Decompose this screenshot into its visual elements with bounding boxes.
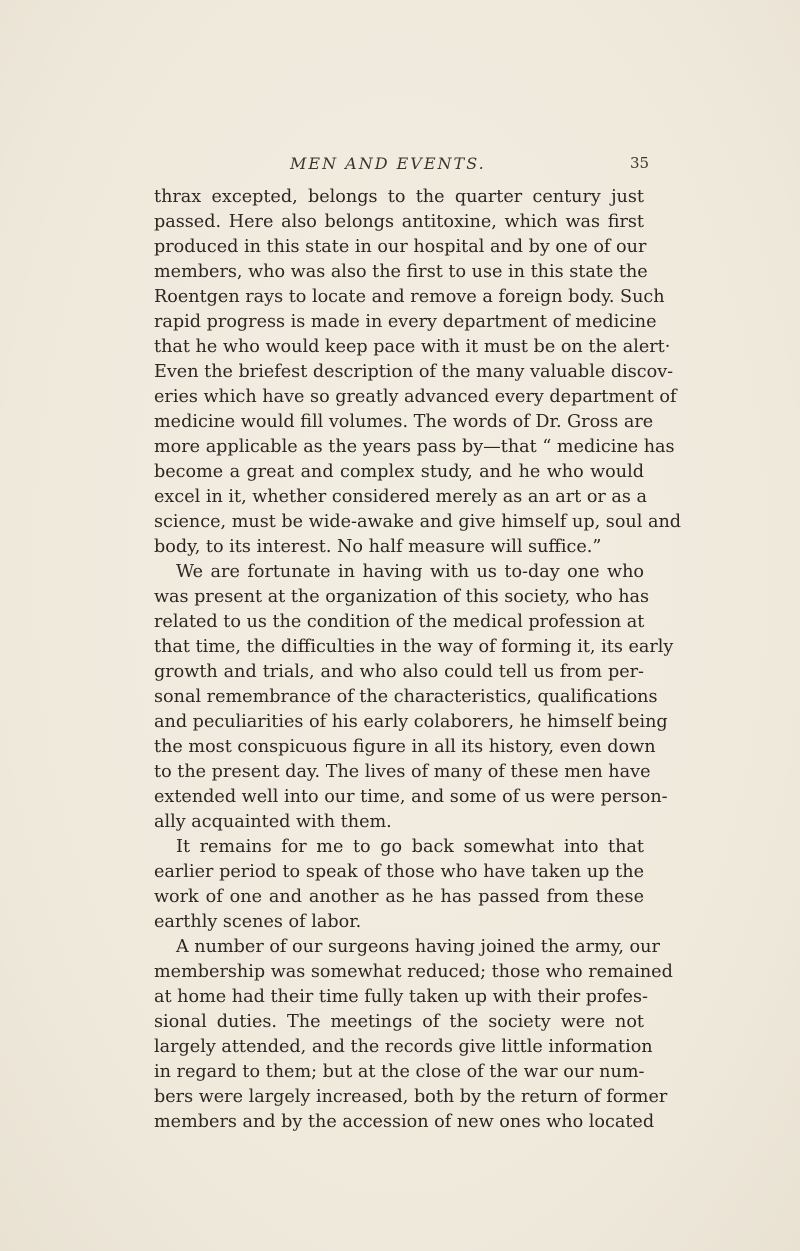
- paragraph: [154, 935, 673, 1135]
- running-head: [0, 154, 800, 178]
- text-line: to the present day. The lives of many of these men have: [154, 762, 651, 782]
- text-line: Roentgen rays to locate and remove a foreign body. Such: [154, 287, 665, 307]
- text-line: It remains for me to go back somewhat into that: [176, 837, 644, 857]
- text-line: earthly scenes of labor.: [154, 912, 362, 932]
- text-line: bers were largely increased, both by the return of former: [154, 1087, 668, 1107]
- text-line: more applicable as the years pass by—that “ medicine has: [154, 437, 675, 457]
- text-line: members and by the accession of new ones who located: [154, 1112, 655, 1132]
- text-line: medicine would fill volumes. The words of Dr. Gross are: [154, 412, 654, 432]
- text-line: sonal remembrance of the characteristics, qualifications: [154, 687, 658, 707]
- text-line: A number of our surgeons having joined the army, our: [176, 937, 660, 957]
- text-line: eries which have so greatly advanced every department of: [154, 387, 677, 407]
- text-line: earlier period to speak of those who have taken up the: [154, 862, 644, 882]
- text-line: become a great and complex study, and he who would: [154, 462, 644, 482]
- text-line: that time, the difficulties in the way of forming it, its early: [154, 637, 674, 657]
- text-line: We are fortunate in having with us to-day one who: [176, 562, 644, 582]
- text-line: members, who was also the first to use in this state the: [154, 262, 648, 282]
- text-line: Even the briefest description of the many valuable discov-: [154, 362, 674, 382]
- running-title: MEN AND EVENTS.: [290, 154, 486, 173]
- text-line: sional duties. The meetings of the society were not: [154, 1012, 644, 1032]
- text-line: excel in it, whether considered merely as an art or as a: [154, 487, 648, 507]
- paragraph: [154, 185, 682, 560]
- text-line: was present at the organization of this society, who has: [154, 587, 650, 607]
- page-number: 35: [630, 154, 650, 172]
- text-line: membership was somewhat reduced; those who remained: [154, 962, 673, 982]
- text-line: thrax excepted, belongs to the quarter century just: [154, 187, 644, 207]
- text-line: related to us the condition of the medical profession at: [154, 612, 645, 632]
- text-line: largely attended, and the records give little information: [154, 1037, 653, 1057]
- text-line: the most conspicuous figure in all its history, even down: [154, 737, 656, 757]
- text-line: extended well into our time, and some of us were person-: [154, 787, 668, 807]
- text-line: produced in this state in our hospital and by one of our: [154, 237, 647, 257]
- text-line: science, must be wide-awake and give himself up, soul and: [154, 512, 682, 532]
- paragraph: [154, 560, 674, 835]
- paragraph: [154, 835, 644, 935]
- text-line: growth and trials, and who also could tell us from per-: [154, 662, 644, 682]
- text-line: passed. Here also belongs antitoxine, which was first: [154, 212, 644, 232]
- text-line: in regard to them; but at the close of the war our num-: [154, 1062, 645, 1082]
- text-line: rapid progress is made in every department of medicine: [154, 312, 657, 332]
- text-line: work of one and another as he has passed from these: [154, 887, 644, 907]
- text-line: body, to its interest. No half measure will suffice.”: [154, 537, 602, 557]
- body-text: [154, 185, 682, 1135]
- text-line: and peculiarities of his early colaborers, he himself being: [154, 712, 668, 732]
- text-line: at home had their time fully taken up with their profes-: [154, 987, 648, 1007]
- text-line: that he who would keep pace with it must be on the alert·: [154, 337, 671, 357]
- text-line: ally acquainted with them.: [154, 812, 392, 832]
